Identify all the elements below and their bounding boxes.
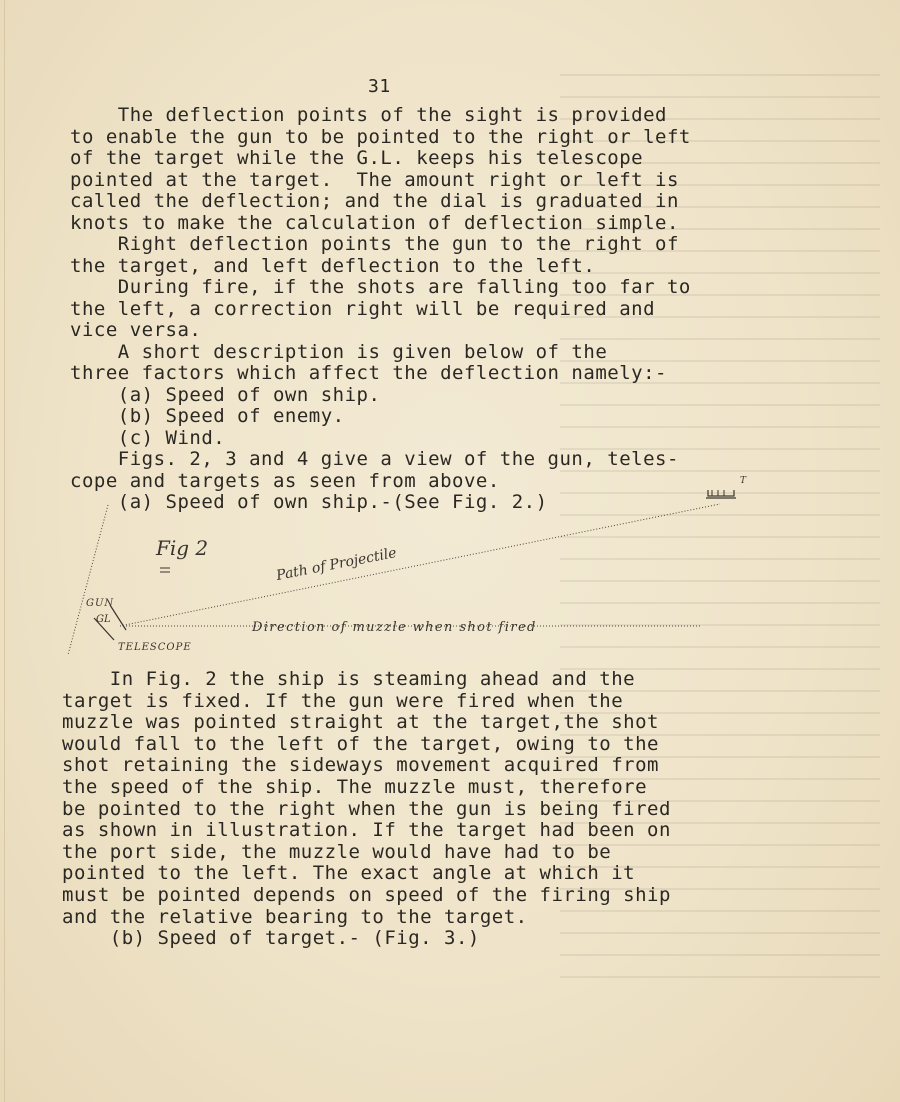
text-line-lower-11: must be pointed depends on speed of the firing ship (62, 884, 671, 906)
telescope-sight-line (68, 505, 108, 655)
text-line-lower-5: shot retaining the sideways movement acquired from (62, 754, 659, 777)
text-line-lower-9: the port side, the muzzle would have had to be (62, 840, 612, 863)
text-line-lower-12: and the relative bearing to the target. (62, 905, 528, 928)
text-line-1: The deflection points of the sight is provided (70, 104, 667, 126)
text-line-9: During fire, if the shots are falling too far to (70, 276, 691, 298)
text-line-13: three factors which affect the deflection namely:- (70, 362, 667, 384)
text-line-19: (a) Speed of own ship.-(See Fig. 2.) (70, 491, 548, 513)
text-line-lower-6: the speed of the ship. The muzzle must, therefore (62, 776, 648, 798)
telescope-label: TELESCOPE (118, 642, 192, 653)
text-line-lower-3: muzzle was pointed straight at the target,the shot (62, 711, 659, 734)
text-line-lower-10: pointed to the left. The exact angle at which it (62, 862, 636, 885)
text-line-2: to enable the gun to be pointed to the right or left (70, 125, 691, 148)
path-of-projectile-label: Path of Projectile (274, 544, 398, 584)
text-line-8: the target, and left deflection to the left. (70, 254, 596, 277)
page-number: 31 (368, 76, 391, 97)
target-label: T (740, 476, 747, 486)
target-ship-icon (706, 490, 736, 498)
text-line-14: (a) Speed of own ship. (70, 383, 381, 406)
text-line-4: pointed at the target. The amount right or left is (70, 168, 679, 191)
text-line-12: A short description is given below of the (70, 340, 608, 363)
text-line-10: the left, a correction right will be required and (70, 297, 656, 320)
text-line-lower-1: In Fig. 2 the ship is steaming ahead and the (62, 668, 636, 690)
muzzle-direction-label: Direction of muzzle when shot fired (252, 620, 537, 635)
text-line-11: vice versa. (70, 319, 202, 341)
text-line-lower-4: would fall to the left of the target, owing to the (62, 732, 659, 755)
path-of-projectile-line (120, 504, 720, 626)
text-line-lower-2: target is fixed. If the gun were fired when the (62, 689, 624, 712)
text-line-lower-8: as shown in illustration. If the target had been on (62, 819, 671, 842)
page-edge (4, 0, 5, 1102)
text-line-18: cope and targets as seen from above. (70, 469, 500, 492)
ship-label: GL (96, 614, 111, 625)
text-line-6: knots to make the calculation of deflection simple. (70, 211, 679, 234)
text-line-17: Figs. 2, 3 and 4 give a view of the gun, teles- (70, 448, 679, 470)
text-line-lower-7: be pointed to the right when the gun is being fired (62, 797, 671, 820)
text-line-5: called the deflection; and the dial is graduated in (70, 190, 679, 212)
text-line-15: (b) Speed of enemy. (70, 405, 345, 427)
gun-label: GUN (86, 598, 115, 609)
text-line-16: (c) Wind. (70, 426, 226, 449)
figure-title: Fig 2 (156, 536, 209, 560)
text-line-3: of the target while the G.L. keeps his telescope (70, 147, 644, 169)
text-line-lower-13: (b) Speed of target.- (Fig. 3.) (62, 927, 480, 950)
text-line-7: Right deflection points the gun to the right of (70, 233, 679, 255)
